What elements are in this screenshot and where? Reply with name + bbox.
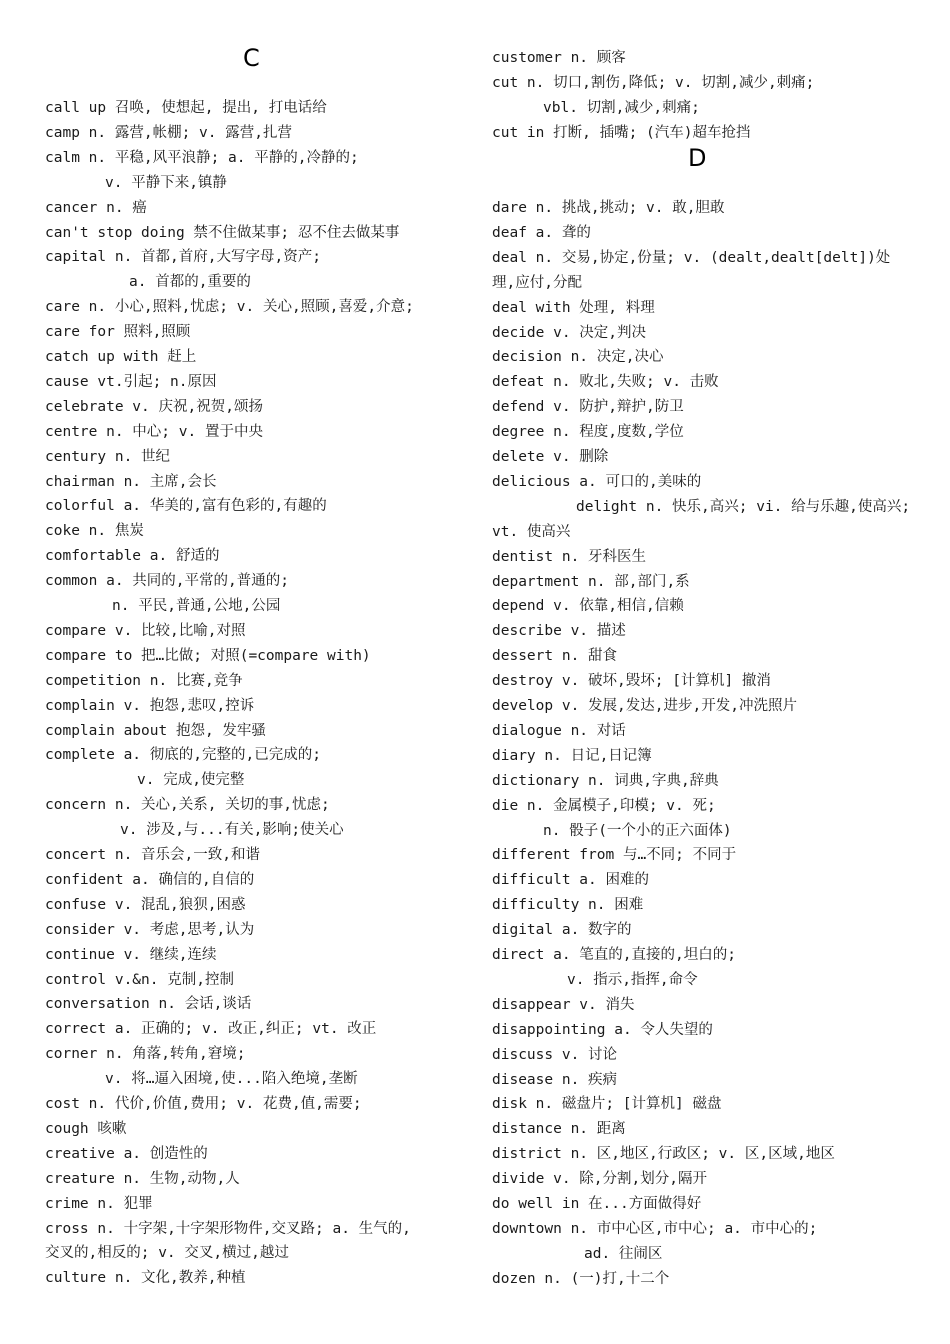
entry-line: diary n. 日记,日记簿 <box>492 747 652 764</box>
entry-line: cause vt.引起; n.原因 <box>45 373 217 390</box>
entry-line: die n. 金属模子,印模; v. 死; <box>492 797 716 814</box>
entry-line: develop v. 发展,发达,进步,开发,冲洗照片 <box>492 698 797 714</box>
entry-line: common a. 共同的,平常的,普通的; <box>45 573 289 590</box>
entry-line: v. 将…逼入困境,使...陷入绝境,垄断 <box>105 1071 358 1088</box>
entry-line: destroy v. 破坏,毁坏; [计算机] 撤消 <box>492 673 771 690</box>
entry-line: corner n. 角落,转角,窘境; <box>45 1046 246 1063</box>
entry-line: defeat n. 败北,失败; v. 击败 <box>492 374 719 391</box>
entry-line: dictionary n. 词典,字典,辞典 <box>492 772 719 789</box>
entry-line: cancer n. 癌 <box>45 199 147 216</box>
entry-line: cut n. 切口,割伤,降低; v. 切割,减少,刺痛; <box>492 74 815 91</box>
entry-line: difficult a. 困难的 <box>492 872 649 889</box>
entry-line: confident a. 确信的,自信的 <box>45 871 255 888</box>
entry-line: celebrate v. 庆祝,祝贺,颂扬 <box>45 398 263 415</box>
entry-line: downtown n. 市中心区,市中心; a. 市中心的; <box>492 1220 818 1237</box>
entry-line: can't stop doing 禁不住做某事; 忍不住去做某事 <box>45 224 400 241</box>
entry-line: divide v. 除,分割,划分,隔开 <box>492 1171 707 1188</box>
entry-line: defend v. 防护,辩护,防卫 <box>492 399 684 416</box>
entry-line: dessert n. 甜食 <box>492 648 618 665</box>
entry-line: compare to 把…比做; 对照(=compare with) <box>45 647 371 664</box>
entry-line: care n. 小心,照料,忧虑; v. 关心,照顾,喜爱,介意; <box>45 299 414 316</box>
entry-line: continue v. 继续,连续 <box>45 946 217 963</box>
entry-line: confuse v. 混乱,狼狈,困惑 <box>45 896 246 913</box>
entry-line: degree n. 程度,度数,学位 <box>492 424 684 441</box>
entry-line: disappear v. 消失 <box>492 996 635 1013</box>
entry-line: comfortable a. 舒适的 <box>45 548 220 565</box>
entry-line: century n. 世纪 <box>45 448 171 465</box>
entry-line: concert n. 音乐会,一致,和谐 <box>45 847 260 863</box>
entry-line: vt. 使高兴 <box>492 523 571 540</box>
entry-line: camp n. 露营,帐棚; v. 露营,扎营 <box>45 124 292 141</box>
entry-line: colorful a. 华美的,富有色彩的,有趣的 <box>45 498 327 515</box>
entry-line: chairman n. 主席,会长 <box>45 473 217 490</box>
entry-line: complain v. 抱怨,悲叹,控诉 <box>45 697 255 714</box>
entry-line: capital n. 首都,首府,大写字母,资产; <box>45 249 321 266</box>
entry-line: decide v. 决定,判决 <box>492 324 647 341</box>
entry-line: centre n. 中心; v. 置于中央 <box>45 423 263 440</box>
entry-line: dare n. 挑战,挑动; v. 敢,胆敢 <box>492 200 725 216</box>
entry-line: district n. 区,地区,行政区; v. 区,区域,地区 <box>492 1146 835 1163</box>
entry-line: disease n. 疾病 <box>492 1071 618 1088</box>
entry-line: n. 平民,普通,公地,公园 <box>112 598 281 614</box>
entry-line: correct a. 正确的; v. 改正,纠正; vt. 改正 <box>45 1021 377 1038</box>
entry-line: cut in 打断, 插嘴; (汽车)超车抢挡 <box>492 124 751 141</box>
entry-line: concern n. 关心,关系, 关切的事,忧虑; <box>45 797 330 814</box>
entry-line: ad. 往闹区 <box>584 1245 663 1262</box>
entry-line: calm n. 平稳,风平浪静; a. 平静的,冷静的; <box>45 149 359 166</box>
entry-line: decision n. 决定,决心 <box>492 349 664 366</box>
entry-line: delete v. 删除 <box>492 449 609 465</box>
entry-line: complete a. 彻底的,完整的,已完成的; <box>45 747 321 764</box>
entry-line: deaf a. 聋的 <box>492 224 591 241</box>
entry-line: conversation n. 会话,谈话 <box>45 996 252 1013</box>
entry-line: dialogue n. 对话 <box>492 722 626 739</box>
entry-line: different from 与…不同; 不同于 <box>492 847 737 864</box>
entry-line: cost n. 代价,价值,费用; v. 花费,值,需要; <box>45 1096 362 1112</box>
entry-line: deal n. 交易,协定,份量; v. (dealt,dealt[delt])处 <box>492 249 891 266</box>
entry-line: deal with 处理, 料理 <box>492 299 655 316</box>
entry-line: difficulty n. 困难 <box>492 897 644 914</box>
entry-line: creative a. 创造性的 <box>45 1145 208 1162</box>
entry-line: coke n. 焦炭 <box>45 523 144 540</box>
entry-line: dozen n. (一)打,十二个 <box>492 1270 670 1287</box>
entry-line: care for 照料,照顾 <box>45 324 191 341</box>
entry-line: depend v. 依靠,相信,信赖 <box>492 598 684 615</box>
entry-line: disk n. 磁盘片; [计算机] 磁盘 <box>492 1096 722 1113</box>
entry-line: catch up with 赶上 <box>45 349 197 365</box>
entry-line: v. 涉及,与...有关,影响;使关心 <box>120 822 344 839</box>
entry-line: n. 骰子(一个小的正六面体) <box>543 822 732 839</box>
entry-line: dentist n. 牙科医生 <box>492 548 647 565</box>
entry-line: direct a. 笔直的,直接的,坦白的; <box>492 947 736 963</box>
left-section-letter: C <box>243 44 260 72</box>
entry-line: 理,应付,分配 <box>492 274 582 291</box>
entry-line: vbl. 切割,减少,刺痛; <box>543 99 700 116</box>
entry-line: discuss v. 讨论 <box>492 1046 618 1063</box>
entry-line: describe v. 描述 <box>492 623 626 640</box>
entry-line: compare v. 比较,比喻,对照 <box>45 622 246 639</box>
entry-line: v. 平静下来,镇静 <box>105 174 227 191</box>
entry-line: competition n. 比赛,竞争 <box>45 672 243 689</box>
entry-line: delight n. 快乐,高兴; vi. 给与乐趣,使高兴; <box>576 498 911 515</box>
entry-line: call up 召唤, 使想起, 提出, 打电话给 <box>45 100 327 116</box>
entry-line: digital a. 数字的 <box>492 922 632 939</box>
entry-line: crime n. 犯罪 <box>45 1195 153 1212</box>
entry-line: control v.&n. 克制,控制 <box>45 971 234 988</box>
entry-line: customer n. 顾客 <box>492 50 626 66</box>
entry-line: complain about 抱怨, 发牢骚 <box>45 722 266 739</box>
entry-line: v. 指示,指挥,命令 <box>567 971 698 988</box>
right-section-letter: D <box>688 144 707 172</box>
entry-line: department n. 部,部门,系 <box>492 573 690 590</box>
entry-line: culture n. 文化,教养,种植 <box>45 1270 246 1287</box>
entry-line: cross n. 十字架,十字架形物件,交叉路; a. 生气的, <box>45 1220 411 1237</box>
entry-line: creature n. 生物,动物,人 <box>45 1170 240 1187</box>
entry-line: v. 完成,使完整 <box>137 772 245 789</box>
entry-line: do well in 在...方面做得好 <box>492 1196 702 1212</box>
entry-line: consider v. 考虑,思考,认为 <box>45 921 255 938</box>
entry-line: disappointing a. 令人失望的 <box>492 1021 713 1038</box>
entry-line: a. 首都的,重要的 <box>129 274 251 291</box>
entry-line: distance n. 距离 <box>492 1121 626 1138</box>
entry-line: cough 咳嗽 <box>45 1120 127 1137</box>
entry-line: 交叉的,相反的; v. 交叉,横过,越过 <box>45 1245 289 1262</box>
entry-line: delicious a. 可口的,美味的 <box>492 473 702 490</box>
